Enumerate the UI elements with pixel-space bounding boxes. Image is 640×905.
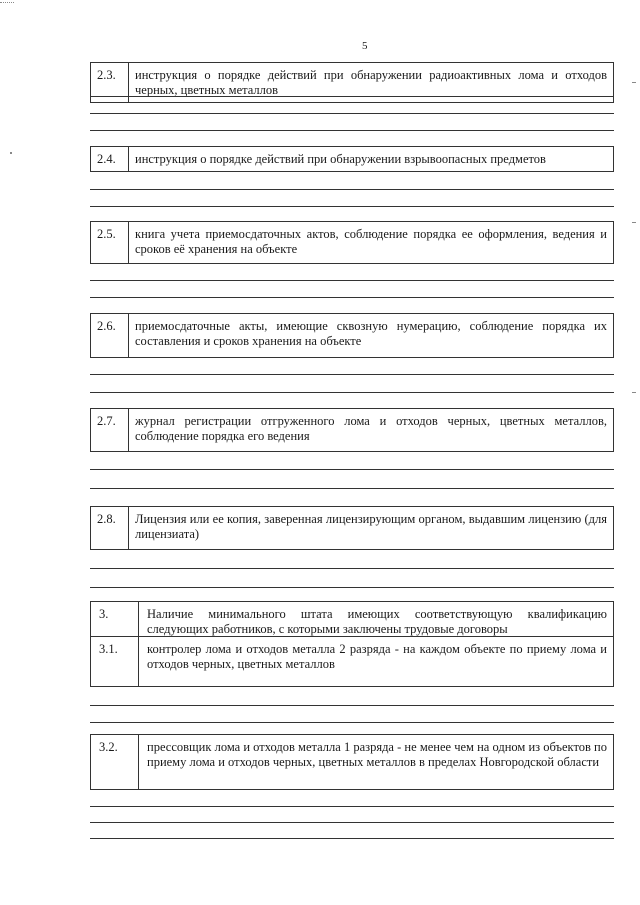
scan-dot <box>10 152 12 154</box>
item-number: 2.5. <box>91 222 129 263</box>
item-number: 3. <box>91 602 139 636</box>
answer-line <box>90 568 614 569</box>
answer-line <box>90 297 614 298</box>
answer-line <box>90 392 614 393</box>
item-2-5 <box>90 221 614 264</box>
item-3-2 <box>90 734 614 790</box>
item-text: книга учета приемосдаточных актов, соблюдение порядка ее оформления, ведения и сроков её хранения на объекте <box>135 227 607 256</box>
scan-edge-mark <box>0 2 14 3</box>
item-number: 2.6. <box>91 314 129 357</box>
scan-edge-mark <box>632 82 636 83</box>
item-text: Лицензия или ее копия, заверенная лицензирующим органом, выдавшим лицензию (для лицензиата) <box>135 512 607 541</box>
answer-line <box>90 96 614 97</box>
answer-line <box>90 189 614 190</box>
item-number: 2.7. <box>91 409 129 451</box>
answer-line <box>90 822 614 823</box>
scan-edge-mark <box>632 392 636 393</box>
item-number: 2.3. <box>91 63 129 102</box>
answer-line <box>90 280 614 281</box>
answer-line <box>90 722 614 723</box>
answer-line <box>90 206 614 207</box>
answer-line <box>90 469 614 470</box>
item-number: 3.1. <box>91 637 139 686</box>
item-2-7 <box>90 408 614 452</box>
item-number: 2.4. <box>91 147 129 171</box>
answer-line <box>90 130 614 131</box>
item-text: журнал регистрации отгруженного лома и отходов черных, цветных металлов, соблюдение порядка его ведения <box>135 414 607 443</box>
answer-line <box>90 838 614 839</box>
scan-edge-mark <box>632 222 636 223</box>
item-3 <box>90 601 614 687</box>
answer-line <box>90 806 614 807</box>
answer-line <box>90 705 614 706</box>
answer-line <box>90 488 614 489</box>
item-text: контролер лома и отходов металла 2 разряда - на каждом объекте по приему лома и отходов черных, цветных металлов <box>147 642 607 671</box>
answer-line <box>90 113 614 114</box>
item-text: приемосдаточные акты, имеющие сквозную нумерацию, соблюдение порядка их составления и сроков хранения на объекте <box>135 319 607 348</box>
item-2-6 <box>90 313 614 358</box>
item-text: прессовщик лома и отходов металла 1 разряда - не менее чем на одном из объектов по приему лома и отходов черных, цветных металлов в пределах Новгородской области <box>147 740 607 769</box>
item-text: инструкция о порядке действий при обнаружении взрывоопасных предметов <box>135 152 546 166</box>
item-number: 2.8. <box>91 507 129 549</box>
answer-line <box>90 374 614 375</box>
item-text: Наличие минимального штата имеющих соответствующую квалификацию следующих работников, с которыми заключены трудовые договоры <box>147 607 607 636</box>
item-3-1 <box>90 637 614 687</box>
item-text: инструкция о порядке действий при обнаружении радиоактивных лома и отходов черных, цветных металлов <box>135 68 607 97</box>
answer-line <box>90 587 614 588</box>
item-number: 3.2. <box>91 735 139 789</box>
page-number: 5 <box>362 40 368 52</box>
item-2-4 <box>90 146 614 172</box>
item-2-8 <box>90 506 614 550</box>
